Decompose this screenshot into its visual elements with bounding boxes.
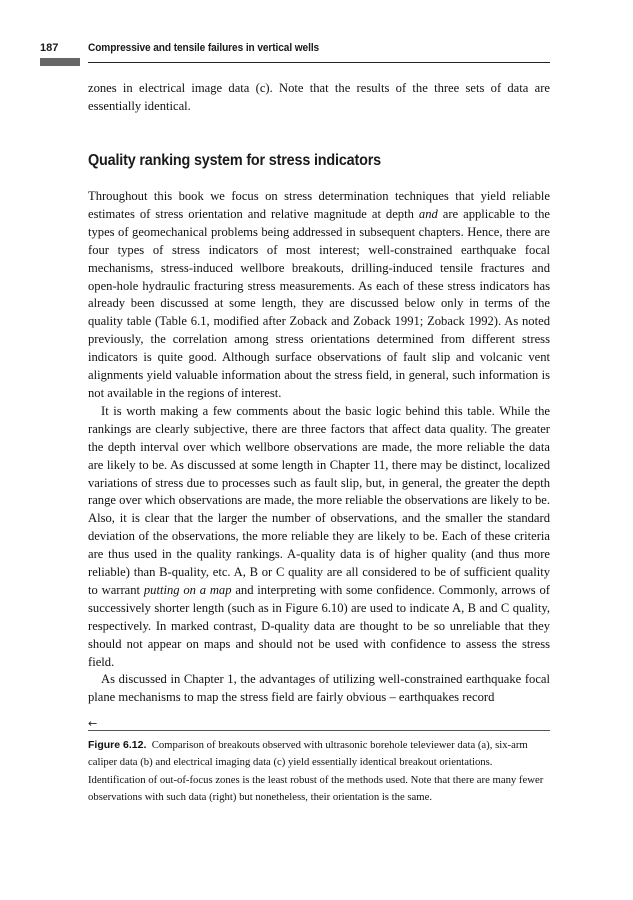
- paragraph-1: [88, 188, 550, 403]
- paragraph-3: As discussed in Chapter 1, the advantages of utilizing well-constrained earthquake focal plane mechanisms to map the stress field are fairly obvious – earthquakes record: [88, 672, 550, 705]
- section-heading: Quality ranking system for stress indicators: [88, 152, 381, 169]
- header-rule: [88, 62, 550, 63]
- running-title: Compressive and tensile failures in vertical wells: [88, 42, 320, 54]
- paragraph-2-text-a: It is worth making a few comments about the basic logic behind this table. While the rankings are clearly subjective, there are three factors that affect data quality. The greater the depth interval over which wellbore observations are made, the more reliable the data are likely to be. As discussed at some length in Chapter 11, there may be distinct, localized variations of stress due to processes such as fault slip, but, in general, the greater the depth range over which observations are made, the more reliable the observations are likely to be. Also, it is clear that the larger the number of observations, and the smaller the standard deviation of the observations, the more reliable they are likely to be. Each of these criteria are thus used in the quality rankings. A-quality data is of higher quality (and thus more reliable) than B-quality, etc. A, B or C quality are all considered to be of sufficient quality to warrant: [88, 403, 550, 597]
- paragraph-2-emphasis: putting on a map: [143, 582, 232, 597]
- caption-rule: [88, 730, 550, 731]
- body-text: [88, 188, 550, 707]
- figure-label: Figure 6.12.: [88, 739, 147, 751]
- page-number: 187: [40, 42, 59, 54]
- continued-paragraph: zones in electrical image data (c). Note that the results of the three sets of data are essentially identical.: [88, 81, 550, 113]
- paragraph-1-text-a: Throughout this book we focus on stress determination techniques that yield reliable estimates of stress orientation and relative magnitude at depth: [88, 189, 550, 221]
- header-bar-decoration: [40, 58, 80, 66]
- figure-caption: [88, 737, 550, 807]
- left-arrow-icon: ←: [88, 717, 98, 730]
- paragraph-1-text-b: are applicable to the types of geomechanical problems being addressed in subsequent chapters. Hence, there are four types of stress indicators of most interest; well-constrained earthquake focal mechanisms, stress-induced wellbore breakouts, drilling-induced tensile fractures and open-hole hydraulic fracturing stress measurements. As each of these stress indicators has already been discussed at some length, they are discussed below only in terms of the quality table (Table 6.1, modified after Zoback and Zoback 1991; Zoback 1992). As noted previously, the correlation among stress orientations determined from different stress indicators is quite good. Although surface observations of fault slip and volcanic vent alignments yield valuable information about the stress field, in general, such information is not available in the regions of interest.: [88, 206, 550, 400]
- paragraph-2: [88, 403, 550, 672]
- figure-caption-text: Comparison of breakouts observed with ultrasonic borehole televiewer data (a), six-arm caliper data (b) and electrical imaging data (c) yield essentially identical breakout orientations. Identification of out-of-focus zones is the least robust of the methods used. Note that there are many fewer observations with such data (right) but nonetheless, their orientation is the same.: [88, 739, 544, 804]
- paragraph-1-emphasis: and: [418, 206, 438, 221]
- paragraph-2-text-b: and interpreting with some confidence. Commonly, arrows of successively shorter length (such as in Figure 6.10) are used to indicate A, B and C quality, respectively. In marked contrast, D-quality data are thought to be so unreliable that they should not appear on maps and should not be used with confidence to assess the stress field.: [88, 582, 550, 669]
